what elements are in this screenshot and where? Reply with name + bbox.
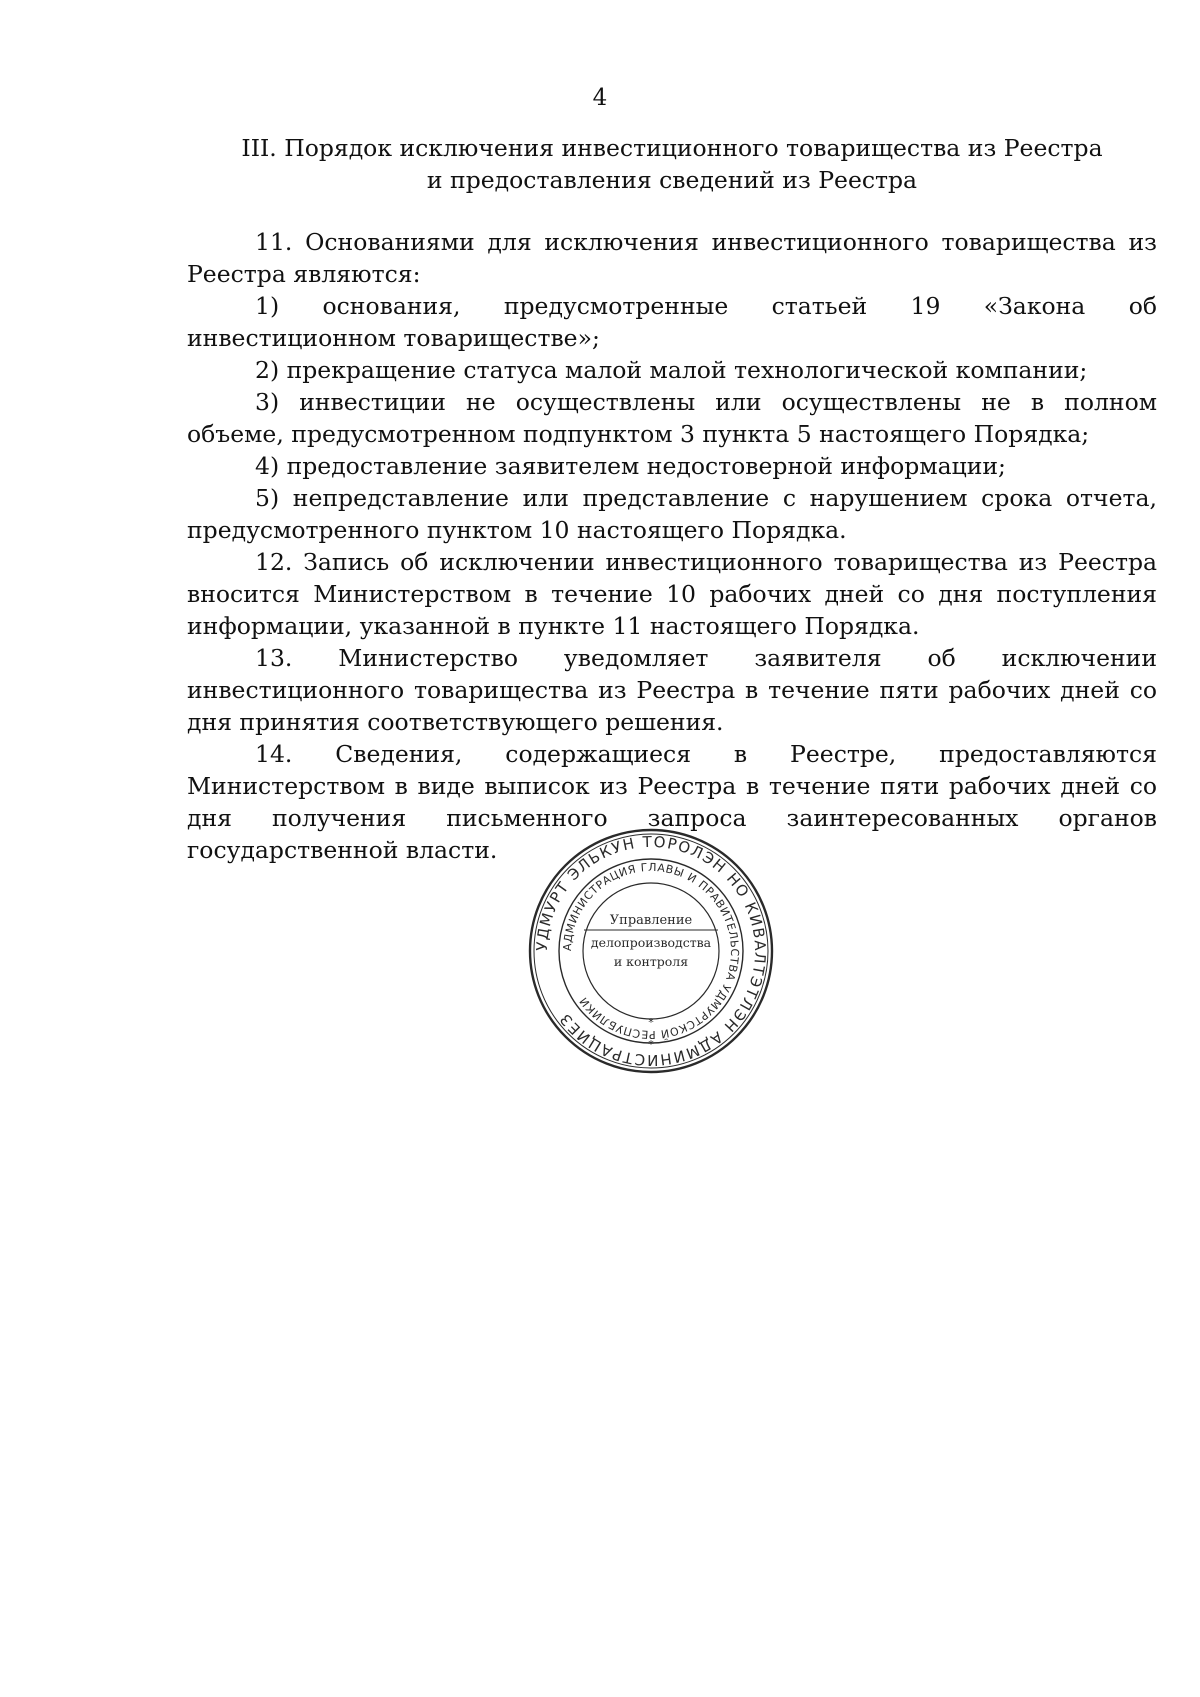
list-item-4: 4) предоставление заявителем недостоверной информации; bbox=[255, 452, 1006, 480]
page-number: 4 bbox=[592, 85, 608, 111]
seal-inner-ring-text: АДМИНИСТРАЦИЯ ГЛАВЫ И ПРАВИТЕЛЬСТВА УДМУРТСКОЙ РЕСПУБЛИКИ bbox=[560, 860, 742, 1042]
list-item-1: 1) основания, предусмотренные статьей 19 «Закона об инвестиционном товариществе»; bbox=[187, 292, 1157, 352]
seal-center-line-2: делопроизводства bbox=[590, 935, 712, 950]
seal-outer-ring-text: УДМУРТ ЭЛЬКУН ТОРОЛЭН НО КИВАЛТЭТЛЭН АДМИНИСТРАЦИЕЗ bbox=[532, 832, 770, 1070]
list-item-3: 3) инвестиции не осуществлены или осуществлены не в полном объеме, предусмотренном подпунктом 3 пункта 5 настоящего Порядка; bbox=[187, 388, 1157, 448]
seal-center-line-1: Управление bbox=[609, 913, 693, 928]
seal-star-inner: * bbox=[648, 1016, 654, 1029]
document-body bbox=[187, 226, 1157, 866]
paragraph-12: 12. Запись об исключении инвестиционного товарищества из Реестра вносится Министерством в течение 10 рабочих дней со дня поступления информации, указанной в пункте 11 настоящего Порядка. bbox=[187, 548, 1157, 640]
paragraph-11: 11. Основаниями для исключения инвестиционного товарищества из Реестра являются: bbox=[187, 228, 1157, 288]
seal-inner-text bbox=[561, 861, 741, 1041]
paragraph-14: 14. Сведения, содержащиеся в Реестре, предоставляются Министерством в виде выписок из Реестра в течение пяти рабочих дней со дня получения письменного запроса заинтересованных органов государственной власти. bbox=[187, 740, 1157, 864]
seal-star-bottom: * bbox=[648, 1038, 654, 1051]
list-item-5: 5) непредставление или представление с нарушением срока отчета, предусмотренного пунктом 10 настоящего Порядка. bbox=[187, 484, 1157, 544]
paragraph-13: 13. Министерство уведомляет заявителя об исключении инвестиционного товарищества из Реестра в течение пяти рабочих дней со дня принятия соответствующего решения. bbox=[187, 644, 1157, 736]
section-heading-line-2: и предоставления сведений из Реестра bbox=[426, 166, 918, 194]
section-heading-line-1: III. Порядок исключения инвестиционного товарищества из Реестра bbox=[241, 134, 1103, 162]
seal-graphic bbox=[526, 826, 776, 1076]
seal-inner-circle bbox=[583, 883, 719, 1019]
section-heading bbox=[187, 132, 1157, 196]
list-item-2: 2) прекращение статуса малой малой технологической компании; bbox=[255, 356, 1088, 384]
official-seal bbox=[526, 826, 776, 1076]
seal-center-line-3: и контроля bbox=[613, 954, 689, 969]
